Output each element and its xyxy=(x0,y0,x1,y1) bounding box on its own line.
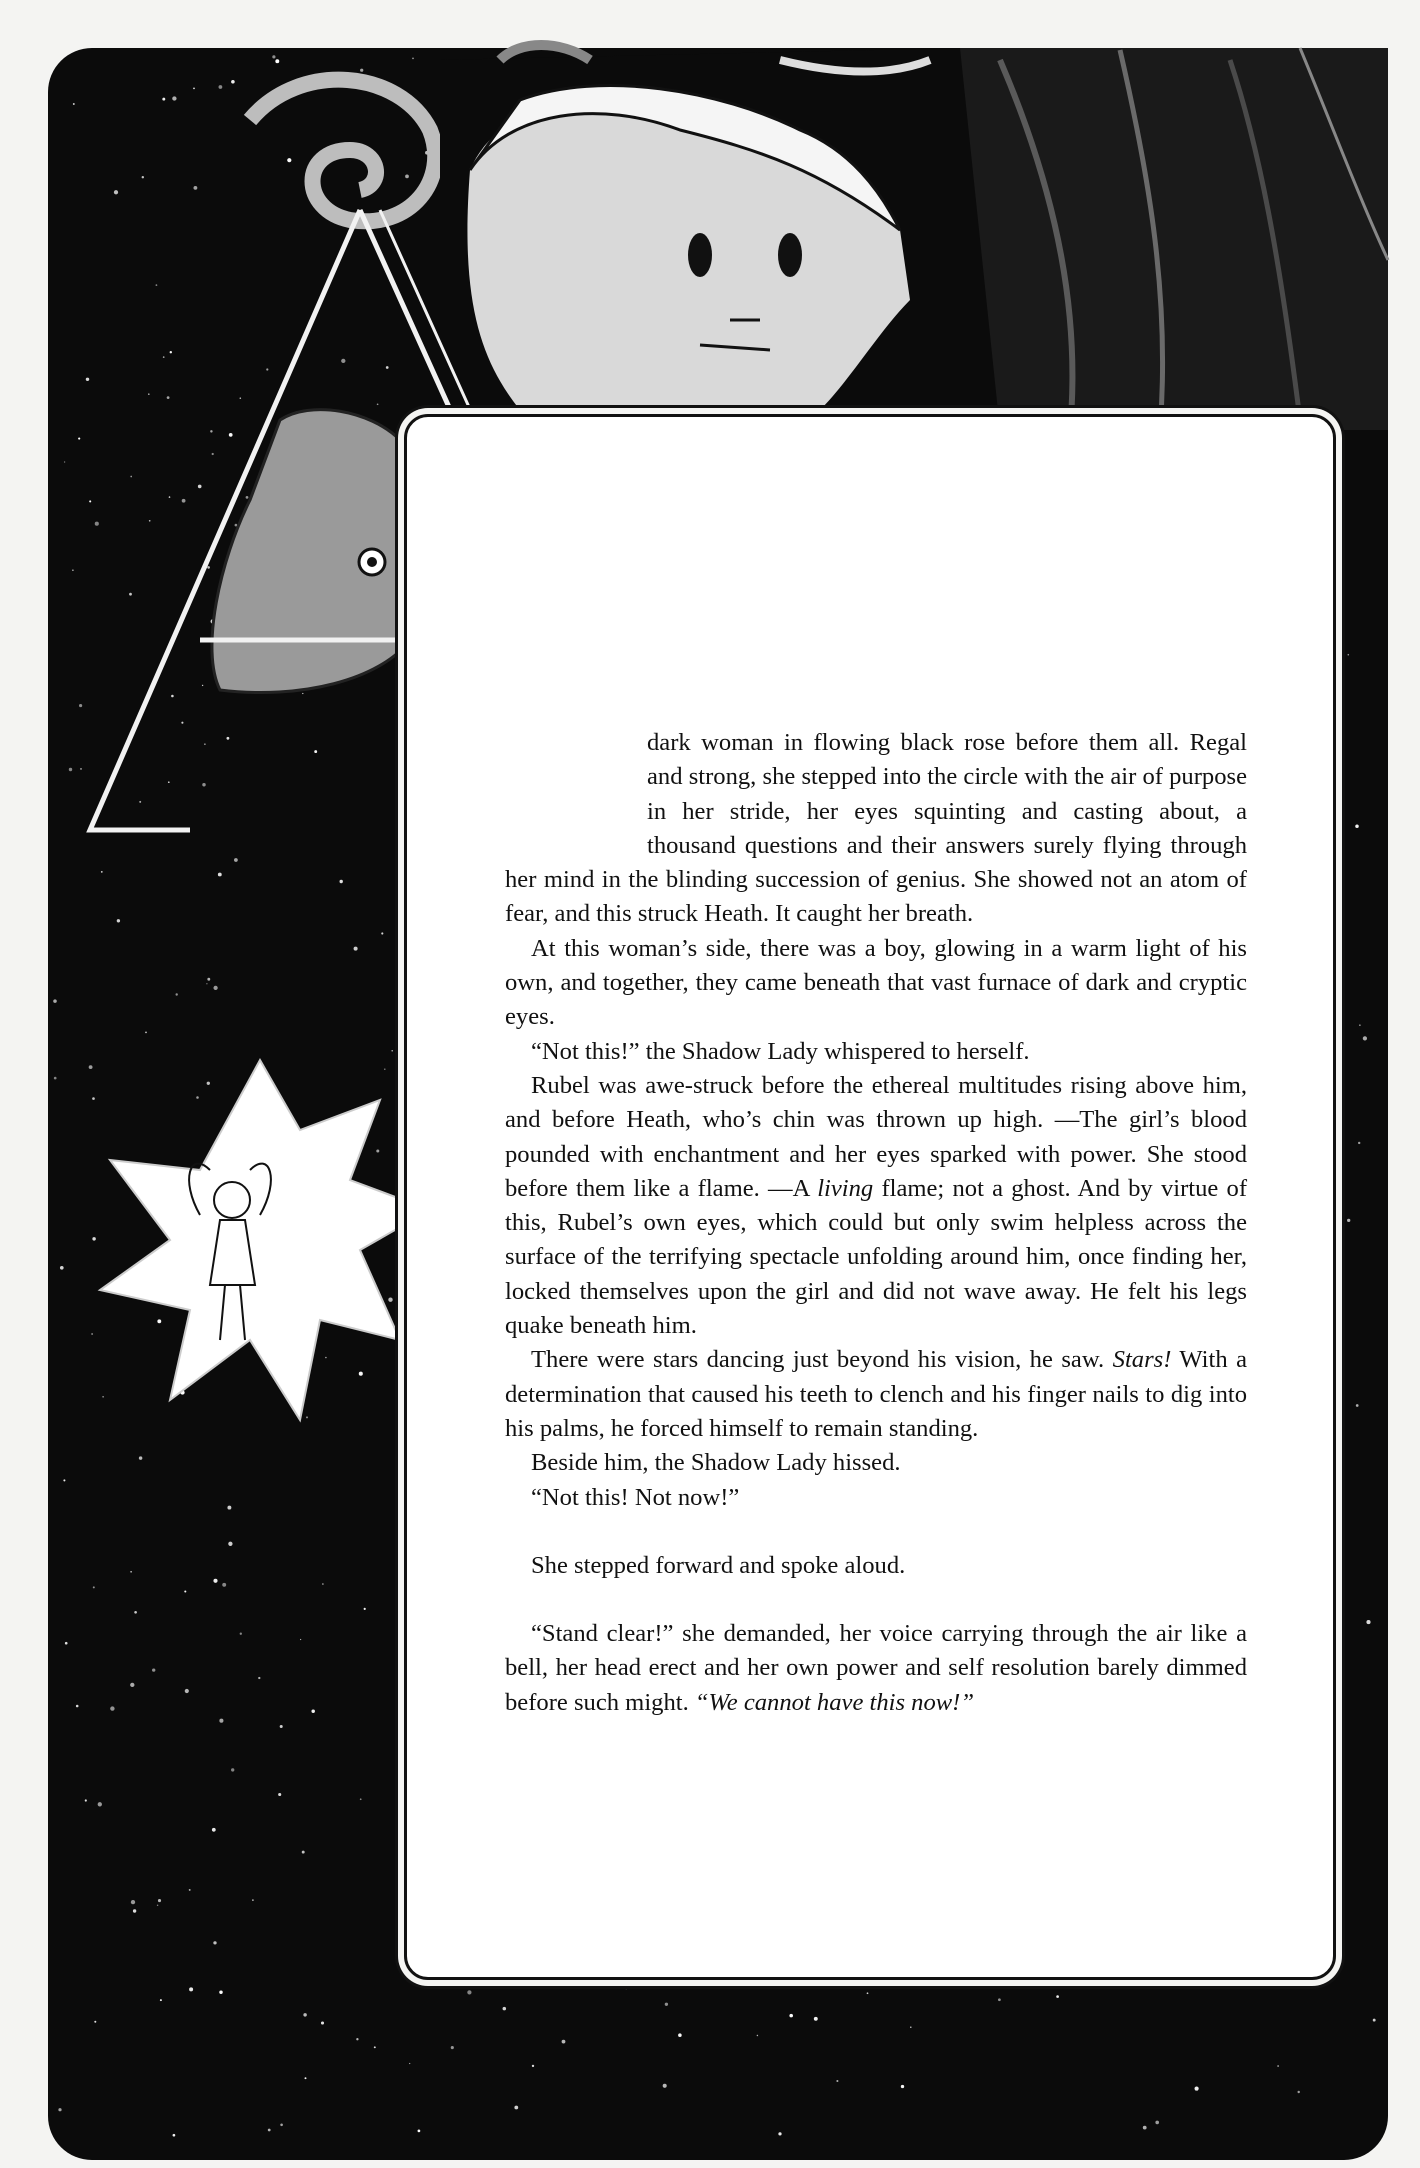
star-dot xyxy=(110,1706,114,1710)
star-dot xyxy=(168,781,170,783)
star-dot xyxy=(173,2134,176,2137)
star-dot xyxy=(678,2033,682,2037)
star-dot xyxy=(219,1991,222,1994)
star-dot xyxy=(1355,824,1359,828)
star-dot xyxy=(169,496,171,498)
paragraph-7: “Not this! Not now!” xyxy=(531,1483,740,1511)
star-dot xyxy=(114,190,118,194)
star-dot xyxy=(341,359,345,363)
star-dot xyxy=(246,496,249,499)
star-dot xyxy=(302,693,303,694)
star-dot xyxy=(213,1941,216,1944)
paragraph-5-part-b: With a determination that caused his teeth to clench and his finger nails to dig into his palms, he forced himself to remain standing. xyxy=(505,1346,1247,1442)
star-dot xyxy=(1155,2121,1159,2125)
paragraph-9-part-a: “Stand clear!” she demanded, her voice carrying through the air like a bell, her head erect and her own power and self resolution barely dimmed before such might. xyxy=(505,1620,1247,1716)
star-dot xyxy=(322,1583,324,1585)
star-dot xyxy=(91,1333,93,1335)
star-dot xyxy=(836,2080,838,2082)
star-dot xyxy=(189,1987,193,1991)
star-dot xyxy=(1297,2091,1299,2093)
star-dot xyxy=(1277,2065,1279,2067)
star-dot xyxy=(240,397,242,399)
star-dot xyxy=(1341,576,1344,579)
star-dot xyxy=(189,1889,191,1891)
star-dot xyxy=(562,2040,566,2044)
star-dot xyxy=(226,737,229,740)
star-dot xyxy=(130,1571,132,1573)
star-dot xyxy=(219,1719,223,1723)
star-dot xyxy=(311,1709,314,1712)
star-dot xyxy=(85,1799,87,1801)
star-dot xyxy=(467,1990,471,1994)
star-dot xyxy=(222,1583,226,1587)
paragraph-1 xyxy=(505,726,1247,932)
star-dot xyxy=(160,1999,162,2001)
star-dot xyxy=(418,2130,421,2133)
star-dot xyxy=(532,2065,534,2067)
star-dot xyxy=(202,685,203,686)
star-dot xyxy=(130,476,132,478)
creature-illustration xyxy=(212,410,410,693)
star-dot xyxy=(131,1900,135,1904)
star-dot xyxy=(340,880,343,883)
star-dot xyxy=(207,1082,210,1085)
star-dot xyxy=(80,768,82,770)
star-dot xyxy=(272,55,275,58)
star-dot xyxy=(1056,1995,1059,1998)
star-dot xyxy=(910,2026,911,2027)
star-dot xyxy=(381,932,383,934)
star-dot xyxy=(374,2046,376,2048)
star-dot xyxy=(302,1851,305,1854)
star-dot xyxy=(117,919,120,922)
paragraph-4-part-a: Rubel was awe-struck before the ethereal multitudes rising above him, and before Heath, who’s chin was thrown up high. —The girl’s blood pounded with enchantment and her eyes sparked with power. She stood before them like a flame. —A xyxy=(505,1071,1247,1202)
star-burst xyxy=(100,1060,430,1420)
star-dot xyxy=(79,704,82,707)
star-dot xyxy=(204,743,206,745)
star-dot xyxy=(240,1633,242,1635)
star-dot xyxy=(1358,1142,1360,1144)
star-dot xyxy=(139,801,141,803)
paragraph-2: At this woman’s side, there was a boy, glowing in a warm light of his own, and together, they came beneath that vast furnace of dark and cryptic eyes. xyxy=(505,934,1247,1031)
star-dot xyxy=(198,485,202,489)
star-dot xyxy=(814,2017,818,2021)
star-dot xyxy=(149,520,151,522)
star-dot xyxy=(64,461,65,462)
star-dot xyxy=(234,858,238,862)
star-dot xyxy=(63,1479,65,1481)
star-dot xyxy=(227,1506,231,1510)
star-dot xyxy=(287,158,291,162)
curl-ornament xyxy=(250,80,435,222)
star-dot xyxy=(359,1372,363,1376)
star-dot xyxy=(266,368,268,370)
star-dot xyxy=(901,2085,904,2088)
star-dot xyxy=(181,722,183,724)
star-dot xyxy=(663,2084,667,2088)
star-dot xyxy=(503,2007,507,2011)
star-dot xyxy=(231,80,235,84)
star-dot xyxy=(1359,1024,1360,1025)
star-dot xyxy=(89,500,91,502)
star-dot xyxy=(306,1416,308,1418)
star-dot xyxy=(386,366,389,369)
child-face xyxy=(440,45,960,410)
paragraph-9-emphasis: “We cannot have this now!” xyxy=(694,1688,975,1716)
star-dot xyxy=(391,1050,393,1052)
star-dot xyxy=(207,566,210,569)
star-dot xyxy=(388,1298,392,1302)
star-dot xyxy=(1373,2019,1376,2022)
paragraph-1-text: dark woman in flowing black rose before them all. Regal and strong, she stepped into the circle with the air of purpose in her stride, her eyes squinting and casting about, a thousand questions and their answers surely flying through her mind in the blinding succession of genius. She showed not an atom of fear, and this struck Heath. It caught her breath. xyxy=(505,729,1247,928)
star-dot xyxy=(193,186,197,190)
star-dot xyxy=(219,85,223,89)
star-dot xyxy=(182,499,186,503)
star-dot xyxy=(757,2035,758,2036)
paragraph-9 xyxy=(505,1617,1247,1720)
star-dot xyxy=(1363,1036,1367,1040)
star-dot xyxy=(300,1639,301,1640)
star-dot xyxy=(129,593,132,596)
star-dot xyxy=(207,978,210,981)
star-dot xyxy=(102,1396,104,1398)
star-dot xyxy=(314,750,317,753)
star-dot xyxy=(412,58,414,60)
star-dot xyxy=(162,98,165,101)
star-dot xyxy=(1356,1404,1359,1407)
star-dot xyxy=(142,176,144,178)
star-dot xyxy=(305,2077,307,2079)
star-dot xyxy=(196,1096,199,1099)
star-dot xyxy=(134,1611,137,1614)
star-dot xyxy=(184,1590,186,1592)
star-dot xyxy=(171,695,174,698)
star-dot xyxy=(1347,1219,1350,1222)
star-dot xyxy=(167,396,170,399)
star-dot xyxy=(157,1905,158,1906)
star-dot xyxy=(258,1677,260,1679)
star-dot xyxy=(364,1608,366,1610)
star-dot xyxy=(172,96,176,100)
star-dot xyxy=(218,873,222,877)
star-dot xyxy=(69,768,72,771)
star-dot xyxy=(98,1802,102,1806)
star-dot xyxy=(76,1705,79,1708)
paragraph-5-emphasis: Stars! xyxy=(1112,1346,1172,1374)
star-dot xyxy=(92,1237,95,1240)
star-dot xyxy=(206,983,207,984)
star-dot xyxy=(376,1149,379,1152)
paragraph-4 xyxy=(505,1069,1247,1343)
star-dot xyxy=(73,103,75,105)
star-dot xyxy=(275,59,279,63)
star-dot xyxy=(384,1068,385,1069)
star-dot xyxy=(356,2038,358,2040)
star-dot xyxy=(130,1683,134,1687)
star-dot xyxy=(665,2003,668,2006)
star-dot xyxy=(325,1357,327,1359)
star-dot xyxy=(94,2021,96,2023)
star-dot xyxy=(53,999,57,1003)
star-dot xyxy=(998,1998,1001,2001)
star-dot xyxy=(148,393,150,395)
star-dot xyxy=(354,947,358,951)
star-dot xyxy=(212,1828,216,1832)
star-dot xyxy=(139,1456,142,1459)
star-dot xyxy=(303,2013,306,2016)
star-dot xyxy=(78,438,80,440)
star-dot xyxy=(1087,1985,1088,1986)
robe-illustration xyxy=(960,48,1388,430)
star-dot xyxy=(514,2106,518,2110)
star-dot xyxy=(163,356,165,358)
star-dot xyxy=(321,2021,324,2024)
paragraph-4-part-b: flame; not a ghost. And by virtue of this, Rubel’s own eyes, which could but only swim helpless across the surface of the terrifying spectacle unfolding around him, once finding her, locked themselves upon the girl and did not wave away. He felt his legs quake beneath him. xyxy=(505,1174,1248,1340)
star-dot xyxy=(58,2108,61,2111)
star-dot xyxy=(54,1077,57,1080)
star-dot xyxy=(212,453,214,455)
star-dot xyxy=(778,2132,781,2135)
star-dot xyxy=(1143,2126,1147,2130)
star-dot xyxy=(280,2123,283,2126)
star-dot xyxy=(92,1097,95,1100)
star-dot xyxy=(152,1668,155,1671)
star-dot xyxy=(360,1798,362,1800)
star-dot xyxy=(101,871,103,873)
drop-cap-space xyxy=(505,726,647,862)
star-dot xyxy=(229,433,233,437)
star-dot xyxy=(405,175,409,179)
paragraph-4-emphasis: living xyxy=(817,1174,874,1202)
star-dot xyxy=(93,1586,95,1588)
paragraph-8: She stepped forward and spoke aloud. xyxy=(531,1551,906,1579)
star-dot xyxy=(1366,1620,1370,1624)
star-dot xyxy=(1195,2087,1199,2091)
star-dot xyxy=(170,351,172,353)
paragraph-5 xyxy=(505,1343,1247,1446)
star-dot xyxy=(145,1032,147,1034)
star-dot xyxy=(625,1988,627,1990)
star-dot xyxy=(213,1579,217,1583)
star-dot xyxy=(377,403,379,405)
star-dot xyxy=(158,1899,161,1902)
star-dot xyxy=(252,1899,254,1901)
star-dot xyxy=(409,2063,410,2064)
star-dot xyxy=(228,1542,232,1546)
paragraph-6: Beside him, the Shadow Lady hissed. xyxy=(531,1449,901,1477)
star-dot xyxy=(72,569,74,571)
star-dot xyxy=(210,430,212,432)
star-dot xyxy=(133,1909,136,1912)
star-dot xyxy=(867,1992,869,1994)
star-dot xyxy=(360,69,363,72)
star-dot xyxy=(156,284,158,286)
star-dot xyxy=(65,1642,68,1645)
star-dot xyxy=(175,993,177,995)
star-dot xyxy=(280,1725,283,1728)
star-dot xyxy=(157,1319,161,1323)
star-dot xyxy=(95,522,99,526)
paragraph-3: “Not this!” the Shadow Lady whispered to herself. xyxy=(531,1037,1030,1065)
star-dot xyxy=(268,2129,271,2132)
story-text xyxy=(505,726,1247,1720)
star-dot xyxy=(231,1768,234,1771)
star-dot xyxy=(89,1065,93,1069)
star-dot xyxy=(451,2046,454,2049)
star-dot xyxy=(1348,654,1350,656)
star-dot xyxy=(185,1689,189,1693)
star-dot xyxy=(1344,1849,1345,1850)
paragraph-5-part-a: There were stars dancing just beyond his vision, he saw. xyxy=(531,1346,1113,1374)
star-dot xyxy=(1341,1351,1344,1354)
star-dot xyxy=(278,1793,281,1796)
star-dot xyxy=(213,986,217,990)
star-dot xyxy=(60,1266,64,1270)
star-dot xyxy=(193,88,195,90)
star-dot xyxy=(1342,1930,1344,1932)
star-dot xyxy=(202,783,205,786)
star-dot xyxy=(789,2014,793,2018)
star-dot xyxy=(86,378,89,381)
